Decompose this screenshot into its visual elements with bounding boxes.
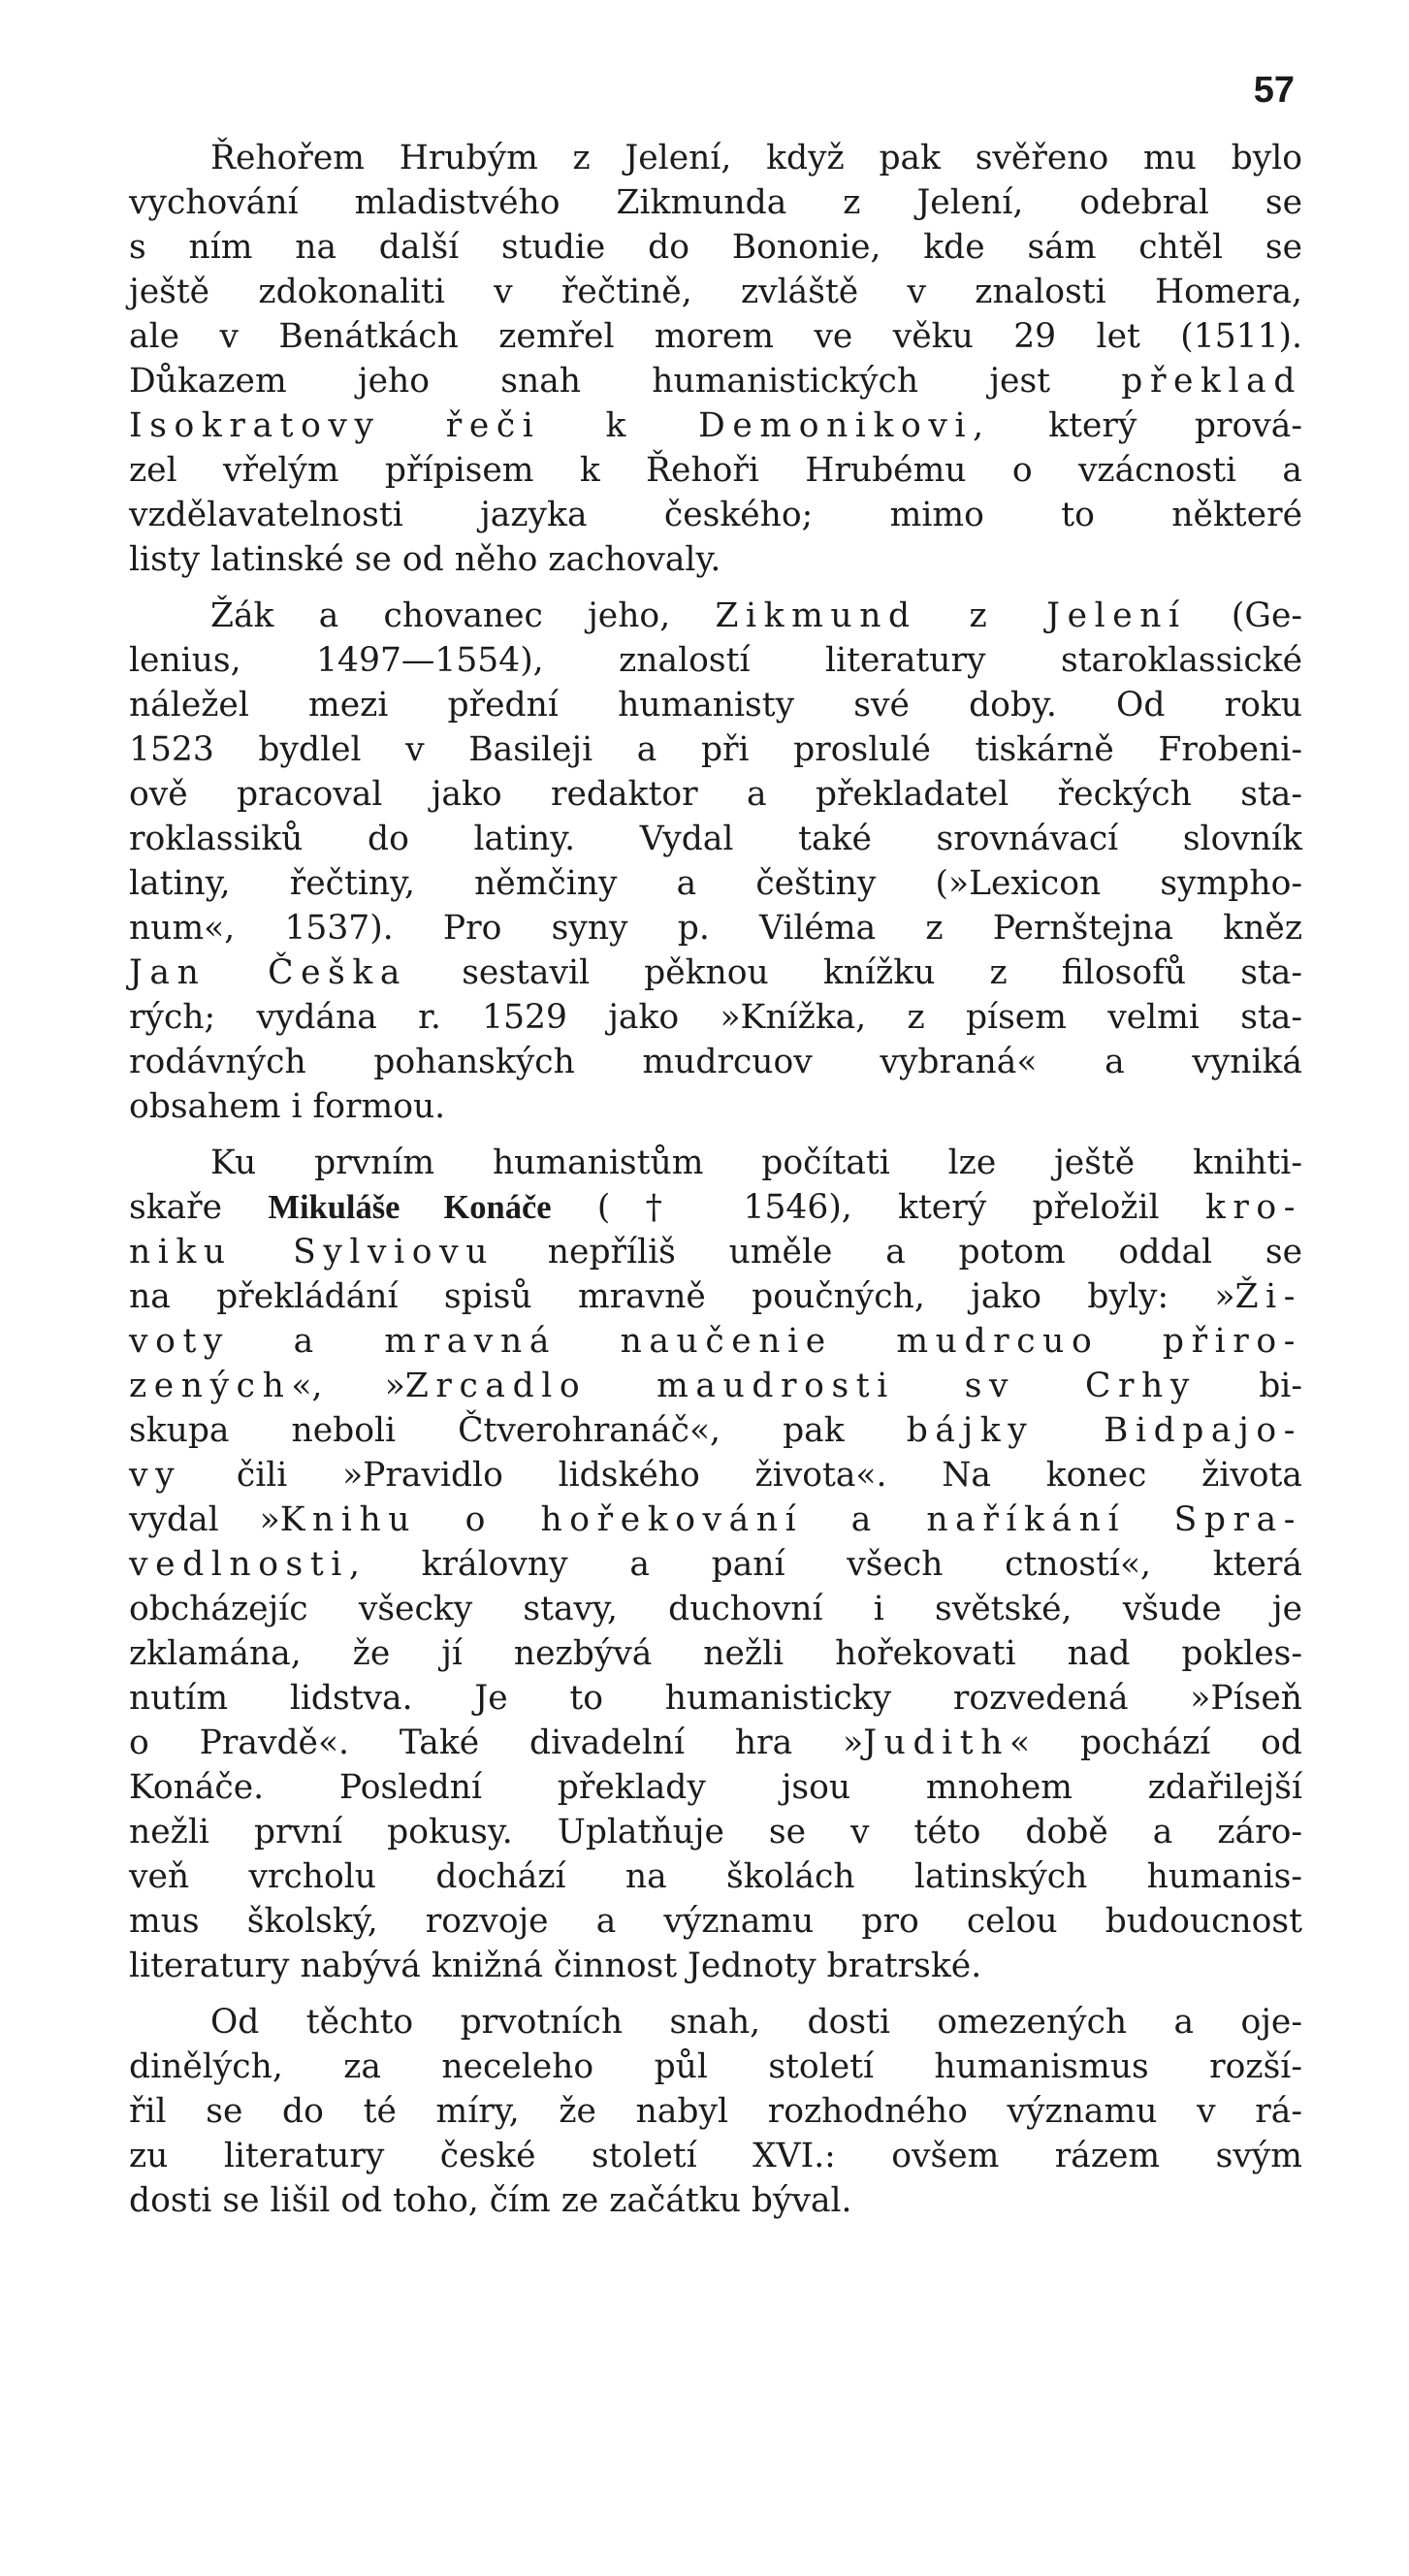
- text-line: [129, 2178, 1302, 2223]
- text-line: [129, 772, 1302, 817]
- text-run: num«, 1537). Pro syny p. Viléma z Pernštejna kněz: [129, 909, 1302, 948]
- text-line: [129, 403, 1302, 448]
- text-run: čili »Pravidlo lidského života«. Na konec života: [181, 1456, 1302, 1495]
- spaced-emphasis: Isokratovy řeči k Demonikovi,: [129, 406, 991, 445]
- text-line: [129, 136, 1302, 180]
- text-line: [129, 1944, 1302, 1988]
- text-line: [129, 1542, 1302, 1587]
- spaced-emphasis: zených: [129, 1367, 292, 1405]
- spaced-emphasis: vy: [129, 1456, 182, 1495]
- text-line: [129, 2134, 1302, 2178]
- text-run: vydal »: [129, 1500, 280, 1539]
- spaced-emphasis: Jan Češka: [129, 953, 408, 992]
- text-line: [129, 1185, 1302, 1230]
- text-line: [129, 1631, 1302, 1676]
- text-run: zel vřelým přípisem k Řehoři Hrubému o vzácnosti a: [129, 451, 1302, 490]
- text-run: vychování mladistvého Zikmunda z Jelení, odebral se: [129, 183, 1302, 222]
- spaced-emphasis: překlad: [1121, 362, 1302, 401]
- text-line: [129, 1899, 1302, 1944]
- text-line: [129, 727, 1302, 772]
- text-line: [129, 1497, 1302, 1542]
- spaced-emphasis: Knihu o hořekování a naříkání Spra-: [279, 1500, 1303, 1539]
- text-run: Od těchto prvotních snah, dosti omezených a oje-: [210, 2003, 1302, 2042]
- text-run: dosti se lišil od toho, čím ze začátku býval.: [129, 2181, 852, 2220]
- text-line: [129, 225, 1302, 270]
- spaced-emphasis: Zrcadlo maudrosti sv Crhy: [404, 1367, 1197, 1405]
- text-line: [129, 1810, 1302, 1854]
- text-line: [129, 448, 1302, 493]
- text-line: [129, 1364, 1302, 1408]
- text-line: [129, 1141, 1302, 1185]
- text-line: [129, 1721, 1302, 1765]
- text-line: [129, 2089, 1302, 2134]
- spaced-emphasis: voty a mravná naučenie mudrcuo přiro-: [129, 1322, 1302, 1361]
- paragraph: [129, 2000, 1302, 2223]
- text-run: vzdělavatelnosti jazyka českého; mimo to některé: [129, 496, 1302, 534]
- text-run: náležel mezi přední humanisty své doby. Od roku: [129, 686, 1302, 724]
- text-line: [129, 537, 1302, 582]
- paragraph: [129, 594, 1302, 1129]
- text-run: nežli první pokusy. Uplatňuje se v této době a záro-: [129, 1813, 1302, 1852]
- text-line: [129, 1854, 1302, 1899]
- text-run: lenius, 1497—1554), znalostí literatury staroklassické: [129, 641, 1302, 680]
- text-line: [129, 906, 1302, 950]
- text-run: který prová-: [990, 406, 1302, 445]
- text-run: rodávných pohanských mudrcuov vybraná« a vyniká: [129, 1043, 1302, 1081]
- text-run: listy latinské se od něho zachovaly.: [129, 540, 721, 579]
- text-run: nepříliš uměle a potom oddal se: [495, 1233, 1303, 1272]
- text-run: o Pravdě«. Také divadelní hra »: [129, 1723, 864, 1762]
- text-run: 1523 bydlel v Basileji a při proslulé tiskárně Frobeni-: [129, 730, 1302, 769]
- body-text: [129, 136, 1302, 2235]
- text-run: «, »: [291, 1367, 405, 1405]
- bold-name: Mikuláše Konáče: [268, 1189, 552, 1226]
- text-run: Důkazem jeho snah humanistických jest: [129, 362, 1122, 401]
- text-run: (Ge-: [1186, 596, 1303, 635]
- text-line: [129, 638, 1302, 683]
- text-run: mus školský, rozvoje a významu pro celou budoucnost: [129, 1902, 1302, 1941]
- text-run: latiny, řečtiny, němčiny a češtiny (»Lexicon sympho-: [129, 864, 1302, 903]
- text-line: [129, 995, 1302, 1040]
- spaced-emphasis: niku Sylviovu: [129, 1233, 496, 1272]
- text-run: roklassiků do latiny. Vydal také srovnávací slovník: [129, 820, 1302, 858]
- text-run: († 1546), který přeložil: [551, 1188, 1205, 1227]
- text-line: [129, 1230, 1302, 1274]
- text-run: zu literatury české století XVI.: ovšem rázem svým: [129, 2137, 1302, 2175]
- text-line: [129, 180, 1302, 225]
- text-run: nutím lidstva. Je to humanisticky rozvedená »Píseň: [129, 1679, 1302, 1718]
- text-line: [129, 1084, 1302, 1129]
- spaced-emphasis: vedlnosti: [129, 1545, 349, 1584]
- spaced-emphasis: bájky Bidpajo-: [906, 1411, 1302, 1450]
- text-run: , královny a paní všech ctností«, která: [348, 1545, 1302, 1584]
- text-run: s ním na další studie do Bononie, kde sám chtěl se: [129, 228, 1302, 267]
- text-line: [129, 950, 1302, 995]
- text-line: [129, 2045, 1302, 2089]
- text-run: ještě zdokonaliti v řečtině, zvláště v znalosti Homera,: [129, 273, 1302, 311]
- text-run: Řehořem Hrubým z Jelení, když pak svěřeno mu bylo: [210, 139, 1302, 177]
- text-run: obsahem i formou.: [129, 1087, 446, 1126]
- spaced-emphasis: Judith: [863, 1723, 1010, 1762]
- text-line: [129, 1676, 1302, 1721]
- text-line: [129, 1040, 1302, 1084]
- text-run: skupa neboli Čtverohranáč«, pak: [129, 1411, 907, 1450]
- text-line: [129, 493, 1302, 537]
- text-line: [129, 359, 1302, 403]
- text-run: Žák a chovanec jeho,: [210, 596, 716, 635]
- text-run: skaře: [129, 1188, 269, 1227]
- text-line: [129, 314, 1302, 359]
- text-run: Ku prvním humanistům počítati lze ještě knihti-: [210, 1143, 1302, 1182]
- text-run: dinělých, za neceleho půl století humanismus rozší-: [129, 2047, 1302, 2086]
- text-run: ale v Benátkách zemřel morem ve věku 29 let (1511).: [129, 317, 1302, 356]
- text-run: sestavil pěknou knížku z filosofů sta-: [407, 953, 1302, 992]
- spaced-emphasis: Zikmund z Jelení: [715, 596, 1187, 635]
- text-run: obcházejíc všecky stavy, duchovní i světské, všude je: [129, 1590, 1302, 1628]
- text-line: [129, 1408, 1302, 1453]
- text-run: na překládání spisů mravně poučných, jako byly: »: [129, 1277, 1235, 1316]
- text-line: [129, 270, 1302, 314]
- text-line: [129, 1274, 1302, 1319]
- text-line: [129, 594, 1302, 638]
- text-line: [129, 683, 1302, 727]
- paragraph: [129, 136, 1302, 582]
- text-line: [129, 1765, 1302, 1810]
- text-line: [129, 1319, 1302, 1364]
- text-run: Konáče. Poslední překlady jsou mnohem zdařilejší: [129, 1768, 1302, 1807]
- text-line: [129, 861, 1302, 906]
- text-run: zklamána, že jí nezbývá nežli hořekovati nad pokles-: [129, 1634, 1302, 1673]
- paragraph: [129, 1141, 1302, 1988]
- text-run: « pochází od: [1009, 1723, 1302, 1762]
- text-run: rých; vydána r. 1529 jako »Knížka, z písem velmi sta-: [129, 998, 1302, 1037]
- text-run: ově pracoval jako redaktor a překladatel řeckých sta-: [129, 775, 1302, 814]
- text-line: [129, 1453, 1302, 1497]
- text-run: bi-: [1196, 1367, 1302, 1405]
- text-line: [129, 817, 1302, 861]
- spaced-emphasis: Ži-: [1234, 1277, 1302, 1316]
- spaced-emphasis: kro-: [1204, 1188, 1303, 1227]
- text-run: veň vrcholu dochází na školách latinských humanis-: [129, 1857, 1302, 1896]
- page-number: 57: [1253, 70, 1295, 111]
- text-run: literatury nabývá knižná činnost Jednoty bratrské.: [129, 1947, 982, 1985]
- text-line: [129, 2000, 1302, 2045]
- text-run: řil se do té míry, že nabyl rozhodného významu v rá-: [129, 2092, 1302, 2131]
- text-line: [129, 1587, 1302, 1631]
